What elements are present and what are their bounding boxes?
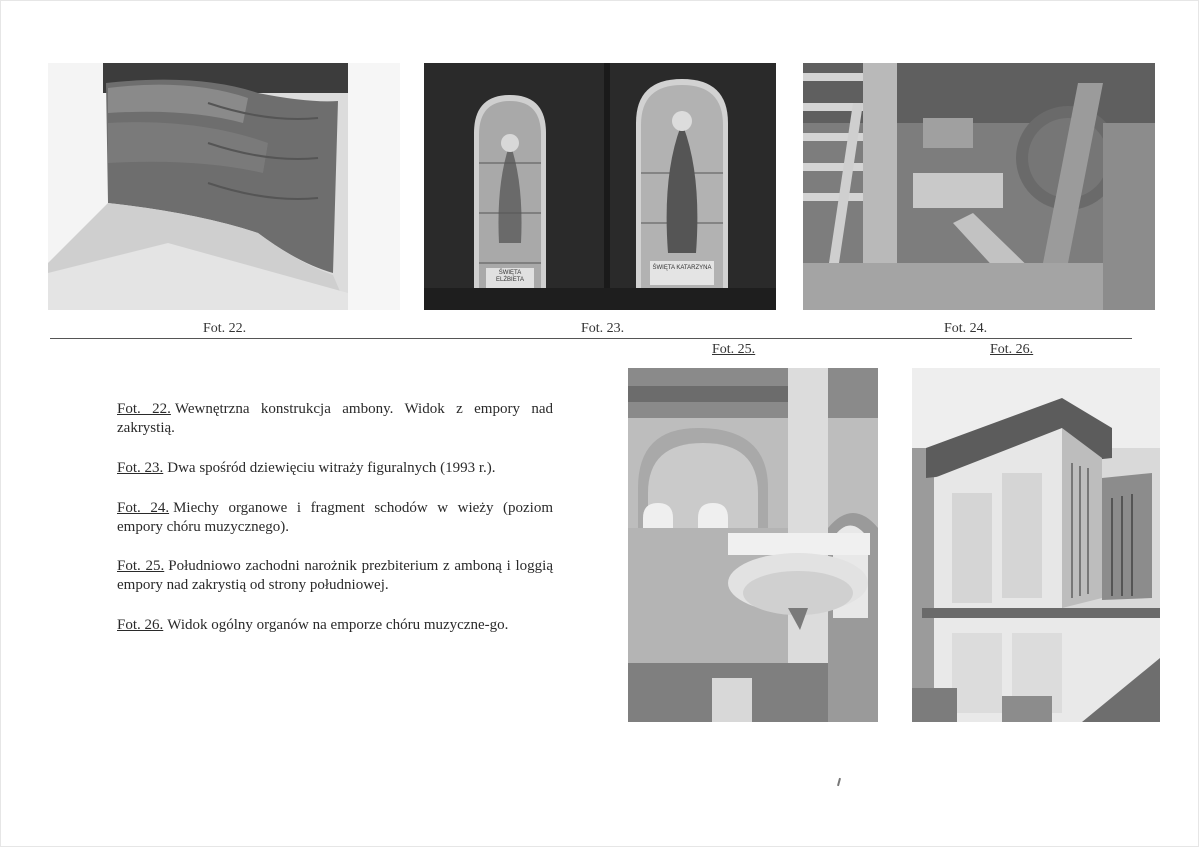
scan-speck xyxy=(837,778,841,786)
description-label: Fot. 23. xyxy=(117,460,164,476)
horizontal-rule xyxy=(50,338,1132,339)
description-label: Fot. 25. xyxy=(117,558,165,574)
caption-fot-25: Fot. 25. xyxy=(712,342,756,357)
description-text: Wewnętrzna konstrukcja ambony. Widok z empory nad zakrystią. xyxy=(117,401,553,436)
description-fot-23 xyxy=(117,459,553,478)
description-label: Fot. 26. xyxy=(117,617,164,633)
description-text: Południowo zachodni narożnik prezbiterium z amboną i loggią empory nad zakrystią od strony południowej. xyxy=(117,558,553,593)
photo-25 xyxy=(628,368,878,722)
description-fot-22 xyxy=(117,400,553,438)
photo-24 xyxy=(803,63,1155,310)
caption-fot-26: Fot. 26. xyxy=(990,342,1034,357)
caption-fot-24: Fot. 24. xyxy=(944,321,988,336)
window-left-inscription: ŚWIĘTA ELŻBIETA xyxy=(496,270,524,283)
photo-23 xyxy=(424,63,776,310)
description-text: Widok ogólny organów na emporze chóru muzyczne-go. xyxy=(167,617,509,633)
description-label: Fot. 24. xyxy=(117,500,170,516)
window-right-inscription: ŚWIĘTA KATARZYNA xyxy=(652,265,712,271)
description-fot-26 xyxy=(117,616,553,635)
photo-26 xyxy=(912,368,1160,722)
description-text: Miechy organowe i fragment schodów w wieży (poziom empory chóru muzycznego). xyxy=(117,500,553,535)
description-fot-25 xyxy=(117,557,553,595)
caption-fot-23: Fot. 23. xyxy=(581,321,625,336)
description-label: Fot. 22. xyxy=(117,401,171,417)
caption-fot-22: Fot. 22. xyxy=(203,321,247,336)
description-fot-24 xyxy=(117,499,553,537)
description-text: Dwa spośród dziewięciu witraży figuralnych (1993 r.). xyxy=(167,460,496,476)
photo-22 xyxy=(48,63,400,310)
